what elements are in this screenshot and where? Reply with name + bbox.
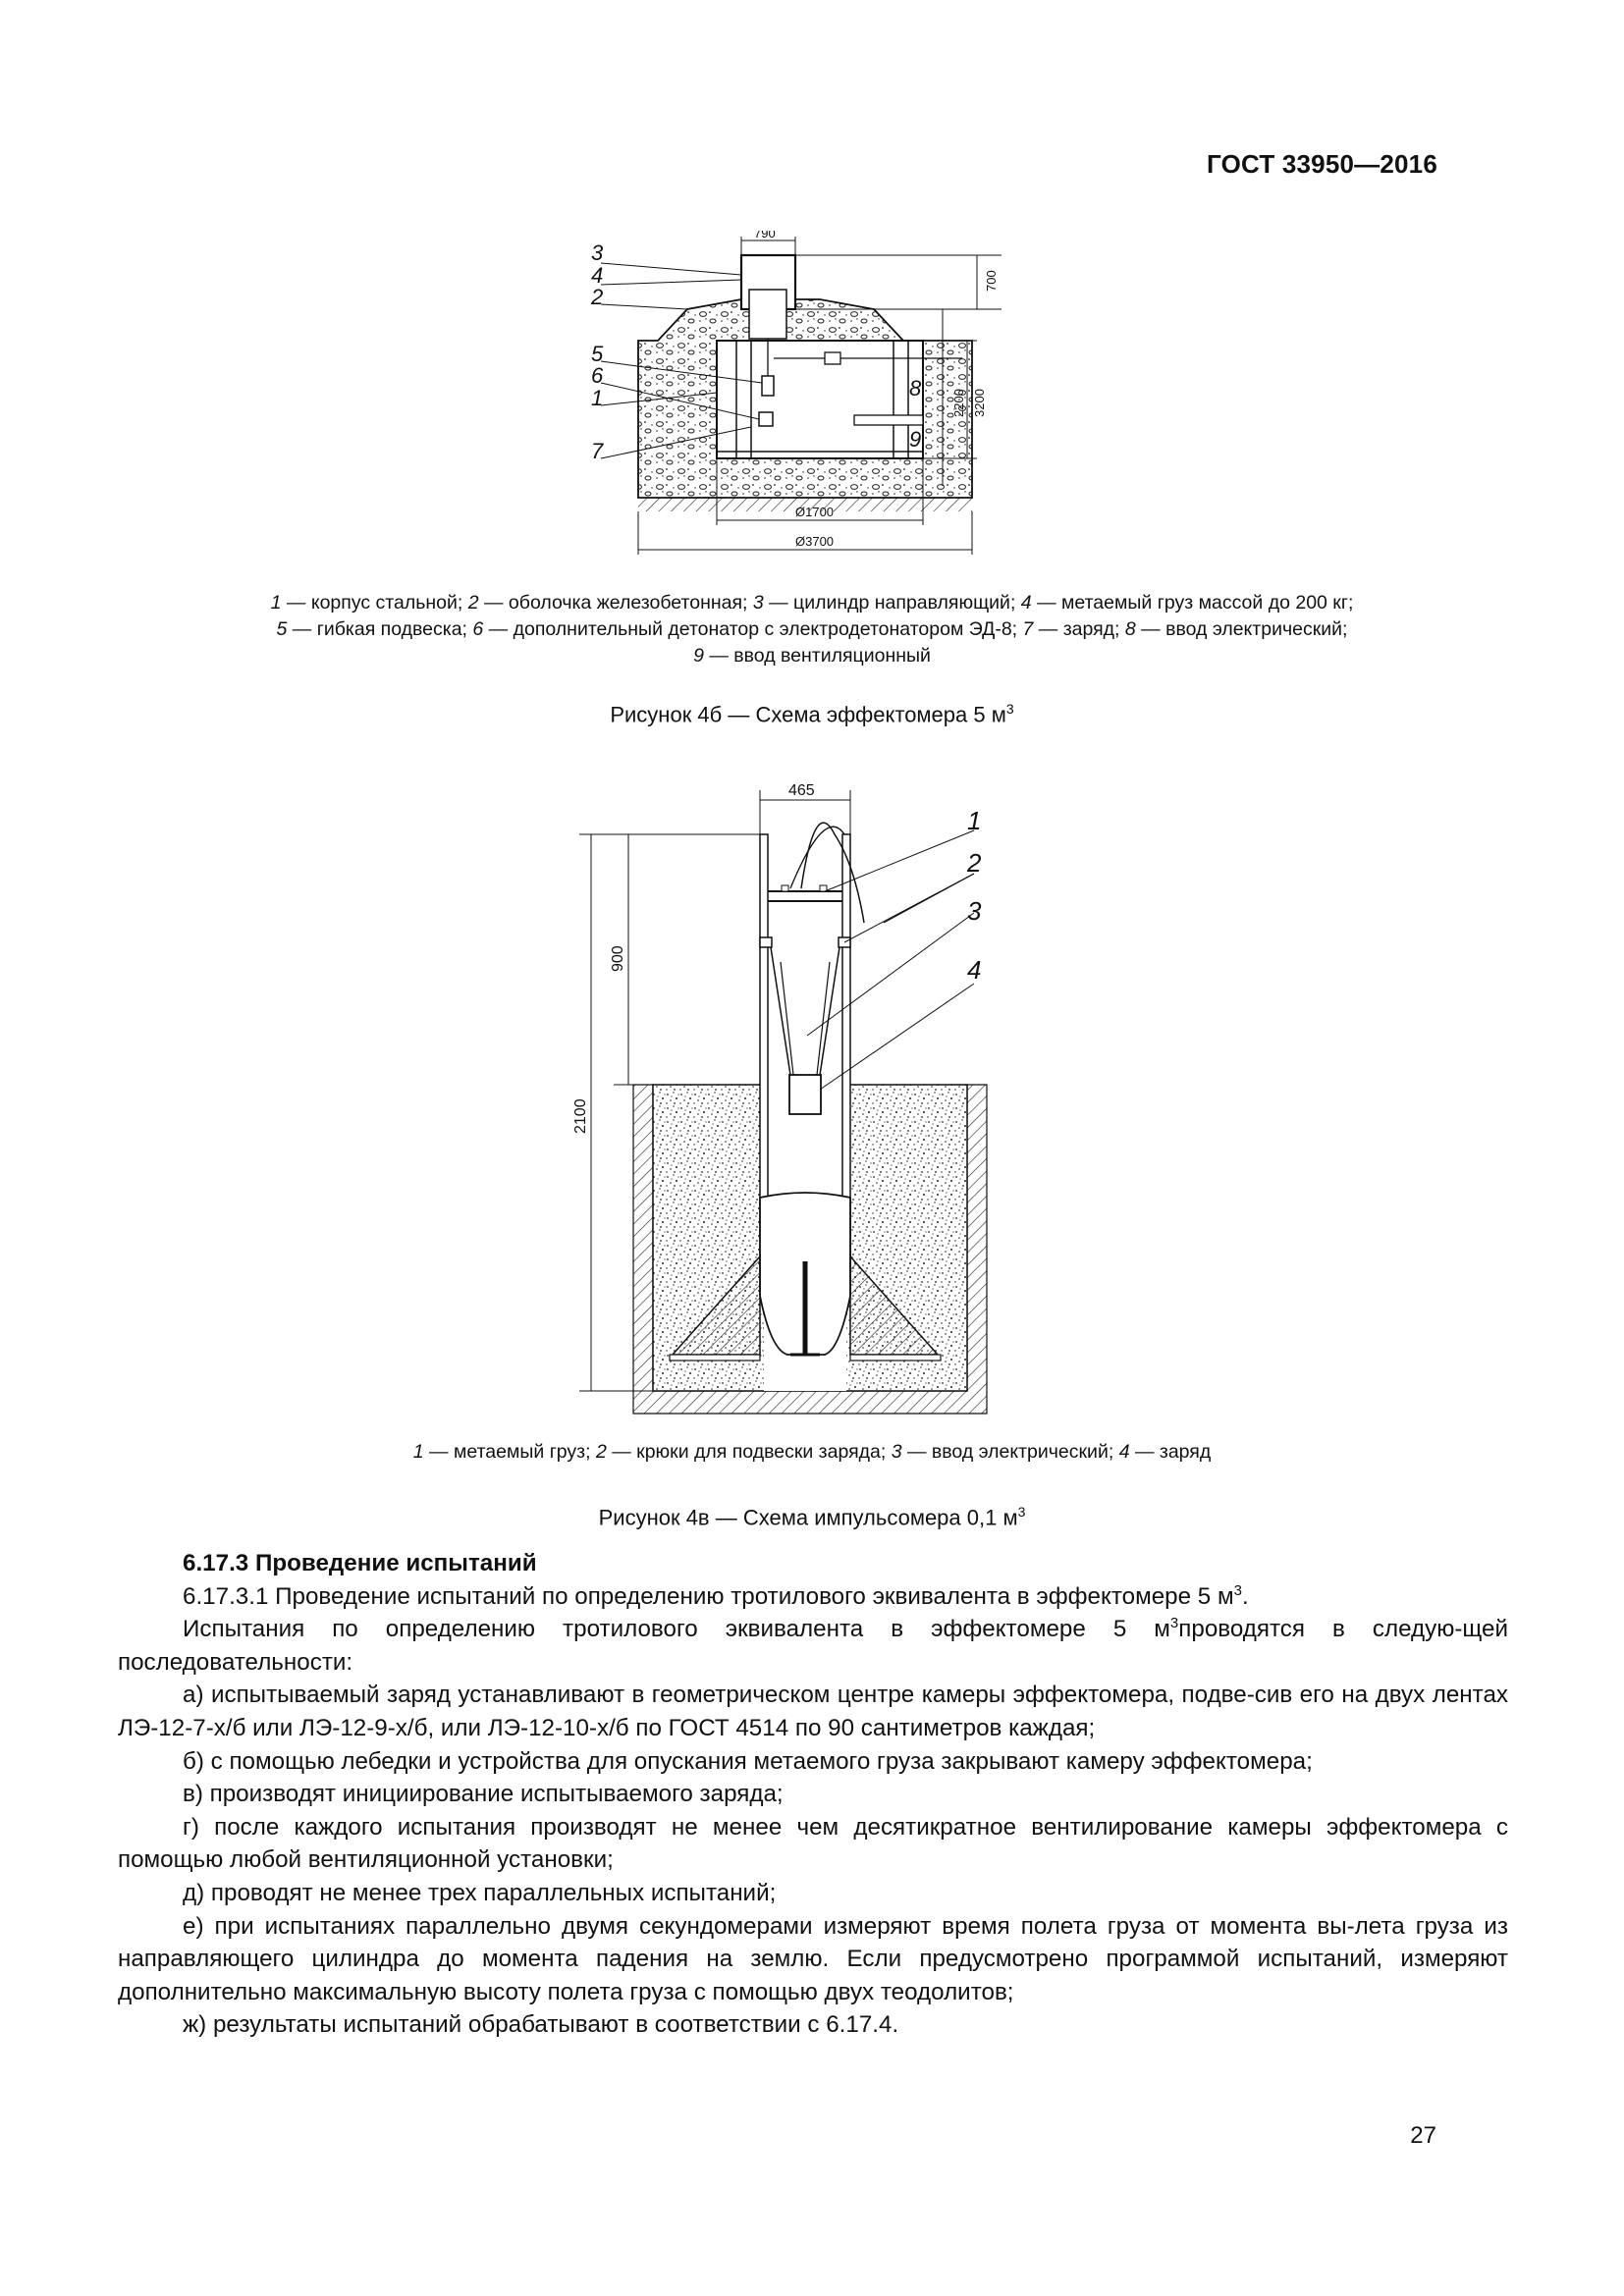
fig4b-label: 5 bbox=[591, 342, 604, 366]
figure-4v-caption: Рисунок 4в — Схема импульсомера 0,1 $м^3$ bbox=[598, 1504, 1026, 1530]
document-header: ГОСТ 33950—2016 bbox=[1207, 149, 1437, 179]
fig4v-label: 1 bbox=[967, 806, 982, 835]
fig4v-label: 3 bbox=[967, 896, 982, 926]
fig4b-dim: 3200 bbox=[972, 389, 987, 417]
fig4v-dim: 2100 bbox=[572, 1098, 589, 1134]
figure-4b-drawing bbox=[589, 231, 1001, 569]
legend-item: 3 — ввод электрический; bbox=[891, 1441, 1119, 1463]
figure-4b-legend bbox=[118, 590, 1506, 669]
fig4v-dim: 465 bbox=[788, 782, 815, 799]
fig4b-dim: 2200 bbox=[951, 389, 966, 417]
legend-item: 7 — заряд; bbox=[1022, 618, 1125, 640]
legend-item: 1 — корпус стальной; bbox=[270, 592, 468, 614]
fig4b-label: 1 bbox=[591, 386, 604, 410]
fig4b-dim: Ø1700 bbox=[795, 505, 835, 519]
fig4v-label: 2 bbox=[967, 848, 982, 878]
legend-item: 4 — метаемый груз массой до 200 кг; bbox=[1020, 592, 1354, 614]
list-item: в) производят инициирование испытываемого заряда; bbox=[183, 1781, 784, 1808]
fig4b-label: 3 bbox=[591, 240, 604, 265]
figure-4v-drawing bbox=[569, 775, 1011, 1433]
legend-item: 2 — крюки для подвески заряда; bbox=[595, 1441, 892, 1463]
list-item: е) при испытаниях параллельно двумя секундомерами измеряют время полета груза от момента вы-лета груза из направляющего цилиндра до момента падения на землю. Если предусмотрено программой испытаний, измеряют дополнительно максимальную высоту полета груза с помощью двух теодолитов; bbox=[118, 1912, 1508, 2005]
page-number: 27 bbox=[1410, 2122, 1436, 2149]
figure-4b-caption: Рисунок 4б — Схема эффектомера 5 $м^3$ bbox=[610, 701, 1014, 727]
figure-4v-legend bbox=[118, 1439, 1506, 1466]
fig4v-dim: 900 bbox=[610, 945, 626, 972]
list-item: а) испытываемый заряд устанавливают в геометрическом центре камеры эффектомера, подве-сив его на двух лентах ЛЭ-12-7-х/б или ЛЭ-12-9-х/б, или ЛЭ-12-10-х/б по ГОСТ 4514 по 90 сантиметров каждая; bbox=[118, 1682, 1508, 1741]
legend-item: 8 — ввод электрический; bbox=[1124, 618, 1348, 640]
section-6-17-3 bbox=[118, 1547, 1508, 2042]
fig4b-dim: Ø3700 bbox=[795, 534, 835, 549]
list-item: ж) результаты испытаний обрабатывают в соответствии с 6.17.4. bbox=[183, 2011, 899, 2039]
list-item: д) проводят не менее трех параллельных испытаний; bbox=[183, 1879, 777, 1906]
legend-item: 4 — заряд bbox=[1118, 1441, 1212, 1463]
list-item: б) с помощью лебедки и устройства для опускания метаемого груза закрывают камеру эффектомера; bbox=[183, 1747, 1313, 1775]
paragraph: Испытания по определению тротилового эквивалента в эффектомере 5 $м^3проводятся$ в следую-щей последовательности: bbox=[118, 1615, 1508, 1676]
figure-4b bbox=[589, 231, 1001, 574]
fig4b-label: 6 bbox=[591, 363, 604, 388]
fig4b-label: 7 bbox=[591, 439, 604, 463]
fig4b-dim: 700 bbox=[984, 270, 999, 292]
legend-item: 2 — оболочка железобетонная; bbox=[467, 592, 753, 614]
list-item: г) после каждого испытания производят не менее чем десятикратное вентилирование камеры эффектомера с помощью любой вентиляционной установки; bbox=[118, 1813, 1508, 1874]
figure-4v bbox=[569, 775, 1011, 1438]
fig4b-dim: 790 bbox=[754, 231, 776, 240]
legend-item: 9 — ввод вентиляционный bbox=[693, 645, 931, 667]
legend-item: 5 — гибкая подвеска; bbox=[276, 618, 473, 640]
fig4b-label: 2 bbox=[591, 285, 604, 309]
section-heading: 6.17.3 Проведение испытаний bbox=[183, 1550, 537, 1576]
fig4b-label: 4 bbox=[591, 263, 604, 288]
legend-item: 3 — цилиндр направляющий; bbox=[752, 592, 1021, 614]
legend-item: 1 — метаемый груз; bbox=[412, 1441, 596, 1463]
fig4b-label: 9 bbox=[909, 427, 922, 452]
fig4v-label: 4 bbox=[967, 955, 982, 985]
fig4b-label: 8 bbox=[909, 376, 922, 400]
paragraph: 6.17.3.1 Проведение испытаний по определению тротилового эквивалента в эффектомере 5 $м^3$. bbox=[183, 1581, 1249, 1610]
legend-item: 6 — дополнительный детонатор с электродетонатором ЭД-8; bbox=[472, 618, 1023, 640]
